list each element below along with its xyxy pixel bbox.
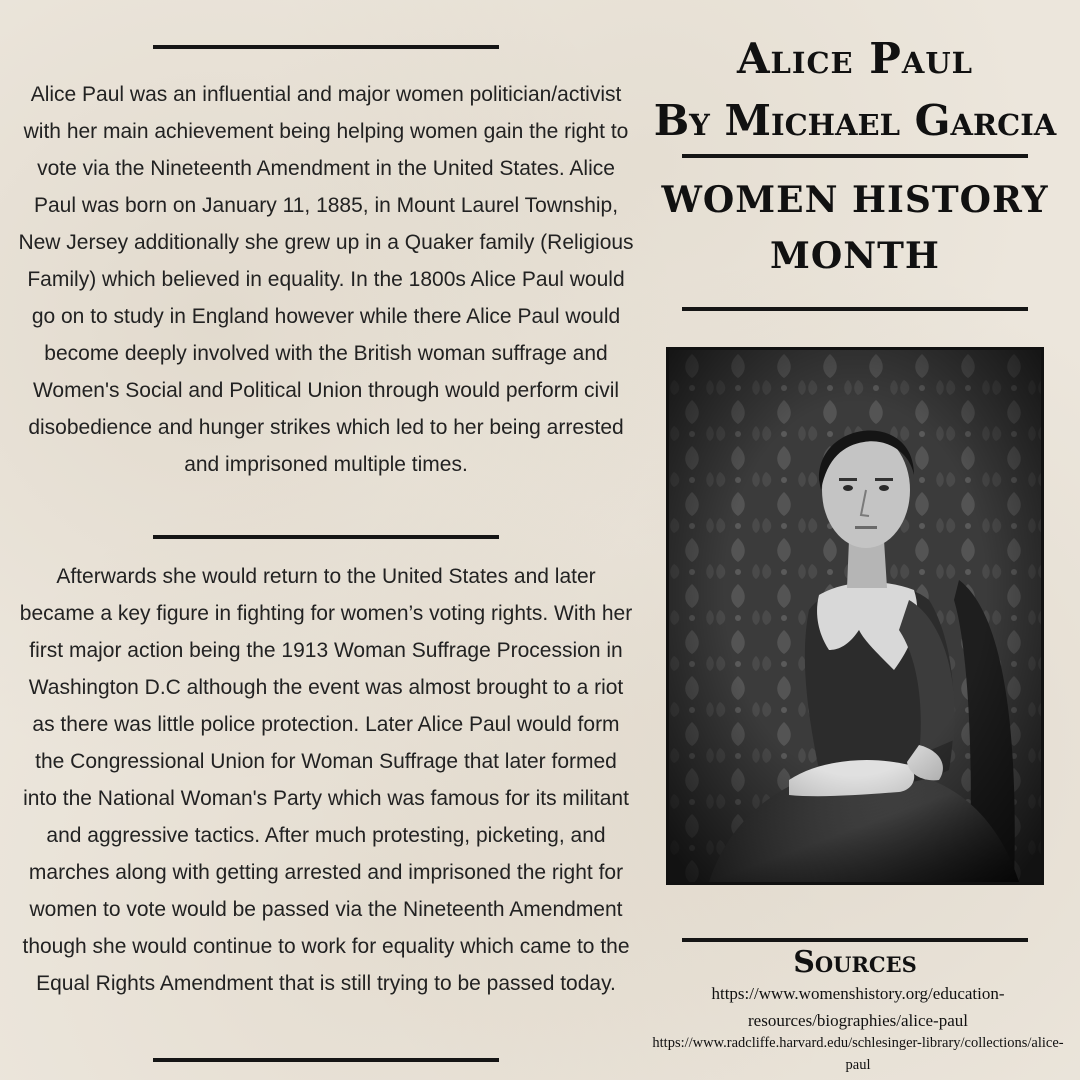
- section-heading-line1: WOMEN HISTORY: [661, 179, 1049, 221]
- section-heading-line2: MONTH: [770, 235, 940, 277]
- portrait-illustration: [669, 350, 1041, 882]
- divider-under-heading: [682, 307, 1028, 311]
- divider-middle-left: [153, 535, 499, 539]
- divider-under-title: [682, 154, 1028, 158]
- divider-top-left: [153, 45, 499, 49]
- author-byline: By Michael Garcia: [653, 96, 1057, 145]
- portrait-photo: [666, 347, 1044, 885]
- page-title: Alice Paul: [736, 34, 974, 83]
- divider-above-sources: [682, 938, 1028, 942]
- divider-bottom-left: [153, 1058, 499, 1062]
- section-heading: [660, 172, 1050, 284]
- paragraph-biography-early: Alice Paul was an influential and major women politician/activist with her main achievement being helping women gain the right to vote via the Nineteenth Amendment in the United States. Alice Paul was born on January 11, 1885, in Mount Laurel Township, New Jersey additionally she grew up in a Quaker family (Religious Family) which believed in equality. In the 1800s Alice Paul would go on to study in England however while there Alice Paul would become deeply involved with the British woman suffrage and Women's Social and Political Union through would perform civil disobedience and hunger strikes which led to her being arrested and imprisoned multiple times.: [18, 83, 634, 476]
- source-link[interactable]: https://www.radcliffe.harvard.edu/schlesinger-library/collections/alice-paul: [652, 1035, 1064, 1073]
- source-link[interactable]: https://www.womenshistory.org/education-resources/biographies/alice-paul: [711, 984, 1005, 1030]
- paragraph-biography-later: Afterwards she would return to the United States and later became a key figure in fighting for women’s voting rights. With her first major action being the 1913 Woman Suffrage Procession in Washington D.C although the event was almost brought to a riot as there was little police protection. Later Alice Paul would form the Congressional Union for Woman Suffrage that later formed into the National Woman's Party which was famous for its militant and aggressive tactics. After much protesting, picketing, and marches along with getting arrested and imprisoned the right for women to vote would be passed via the Nineteenth Amendment though she would continue to work for equality which came to the Equal Rights Amendment that is still trying to be passed today.: [19, 565, 633, 995]
- sources-heading: Sources: [793, 945, 917, 980]
